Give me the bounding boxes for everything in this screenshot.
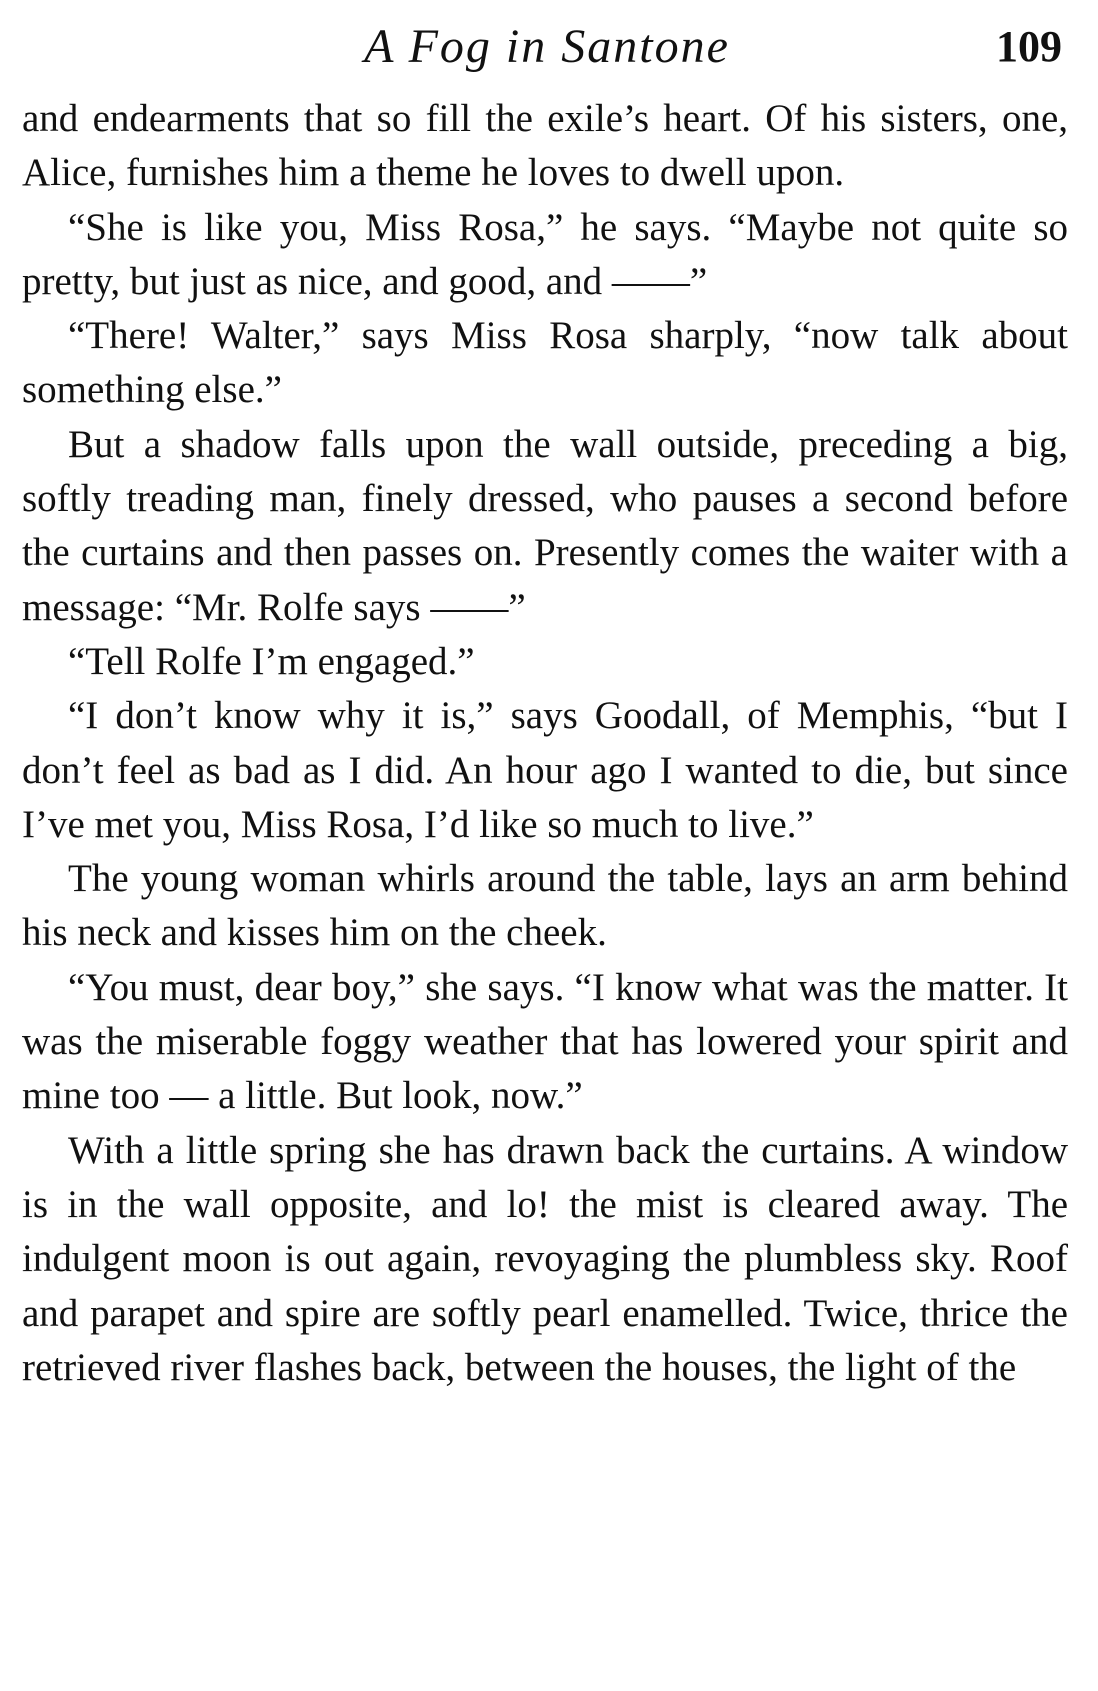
paragraph: “She is like you, Miss Rosa,” he says. “Maybe not quite so pretty, but just as nice, and good, and ——” [22,205,1068,303]
body-text [22,92,1068,1395]
book-page [22,0,1072,1691]
running-title: A Fog in Santone [364,20,730,73]
paragraph: “I don’t know why it is,” says Goodall, of Memphis, “but I don’t feel as bad as I did. An hour ago I wanted to die, but since I’ve met you, Miss Rosa, I’d like so much to live.” [22,694,1068,846]
paragraph: But a shadow falls upon the wall outside, preceding a big, softly treading man, finely dressed, who pauses a second before the curtains and then passes on. Presently comes the waiter with a message: “Mr. Rolfe says ——” [22,422,1068,629]
paragraph: “You must, dear boy,” she says. “I know what was the matter. It was the miserable foggy weather that has lowered your spirit and mine too — a little. But look, now.” [22,965,1068,1118]
paragraph: “Tell Rolfe I’m engaged.” [68,639,475,683]
paragraph: “There! Walter,” says Miss Rosa sharply, “now talk about something else.” [22,314,1068,412]
paragraph: The young woman whirls around the table, lays an arm behind his neck and kisses him on the cheek. [22,857,1068,955]
page-number: 109 [996,22,1062,71]
running-head [22,12,1072,82]
paragraph-continued: and endearments that so fill the exile’s heart. Of his sisters, one, Alice, furnishes him a theme he loves to dwell upon. [22,97,1068,195]
paragraph: With a little spring she has drawn back the curtains. A window is in the wall opposite, and lo! the mist is cleared away. The indulgent moon is out again, revoyaging the plumbless sky. Roof and parapet and spire are softly pearl enamelled. Twice, thrice the retrieved river flashes back, between the houses, the light of the [22,1128,1068,1389]
